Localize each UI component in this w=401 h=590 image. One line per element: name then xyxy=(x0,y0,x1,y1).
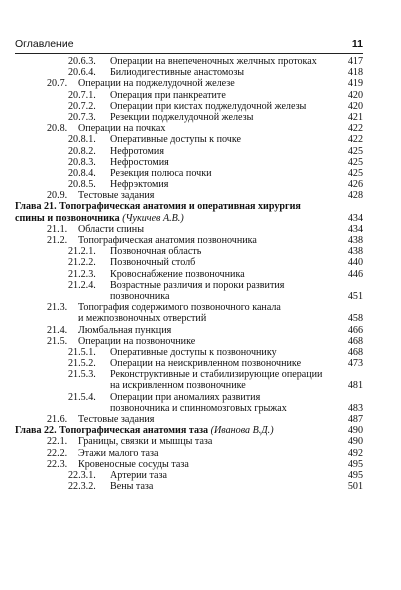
toc-entry-title: Кровоснабжение позвоночника xyxy=(110,268,245,280)
toc-entry xyxy=(15,459,363,470)
toc-entry xyxy=(15,269,363,280)
toc-entry-page: 421 xyxy=(347,111,363,123)
toc-entry-page: 458 xyxy=(347,313,363,325)
toc-entry xyxy=(15,414,363,425)
chapter-heading xyxy=(15,425,363,436)
toc-entry-number: 21.2. xyxy=(47,235,68,246)
toc-entry-title: Топография содержимого позвоночного канала xyxy=(78,302,281,314)
toc-entry xyxy=(15,325,363,336)
toc-entry-number: 21.5.3. xyxy=(68,369,96,381)
toc-entry-number: 21.5. xyxy=(47,335,68,347)
toc-entry-number: 22.3.1. xyxy=(68,469,96,481)
toc-entry-page: 418 xyxy=(347,67,363,79)
toc-entry-page: 425 xyxy=(347,156,363,168)
toc-entry-title: Тестовые задания xyxy=(78,190,155,202)
toc-entry-cont xyxy=(15,403,363,414)
toc-entry-page: 487 xyxy=(347,414,363,425)
toc-entry-title: Кровеносные сосуды таза xyxy=(78,458,189,470)
toc-entry-title: Резекции поджелудочной железы xyxy=(110,111,254,123)
toc-entry-number: 21.5.1. xyxy=(68,346,96,358)
toc-entry-page: 428 xyxy=(347,190,363,202)
toc-entry-title: Резекция полюса почки xyxy=(110,167,212,179)
toc-entry-title: Операции на неискривленном позвоночнике xyxy=(110,358,302,370)
toc-entry-cont xyxy=(15,313,363,324)
toc-entry-number: 20.7.1. xyxy=(68,89,96,101)
toc-entry-number: 22.3. xyxy=(47,458,68,470)
toc-entry-cont xyxy=(15,380,363,391)
toc-entry xyxy=(15,190,363,201)
toc-entry-page: 419 xyxy=(347,78,363,90)
toc-entry-title: Топографическая анатомия позвоночника xyxy=(78,235,257,246)
toc-entry-page: 492 xyxy=(347,447,363,459)
toc-entry xyxy=(15,347,363,358)
toc-entry-page: 483 xyxy=(347,402,363,414)
toc-entry-number: 21.2.2. xyxy=(68,257,96,269)
toc-entry-page: 468 xyxy=(347,346,363,358)
page-number: 11 xyxy=(351,38,363,50)
toc-entry-page: 451 xyxy=(347,290,363,302)
toc-entry xyxy=(15,448,363,459)
chapter-heading-cont xyxy=(15,213,363,224)
toc-entry-number: 21.3. xyxy=(47,302,68,314)
toc-entry-page: 417 xyxy=(347,56,363,67)
toc-entry xyxy=(15,369,363,380)
toc-entry-title: Оперативные доступы к позвоночнику xyxy=(110,346,277,358)
chapter-title-line1: Глава 21. Топографическая анатомия и оперативная хирургия xyxy=(15,201,301,213)
toc-entry xyxy=(15,146,363,157)
toc-entry-title: Операции на поджелудочной железе xyxy=(78,78,235,90)
toc-entry xyxy=(15,336,363,347)
toc-entry-number: 20.8.2. xyxy=(68,145,96,157)
toc-entry-page: 440 xyxy=(347,257,363,269)
toc-entry-number: 20.7.2. xyxy=(68,100,96,112)
toc-entry-title: Операции на почках xyxy=(78,123,166,135)
toc-entry xyxy=(15,112,363,123)
toc-entry-page: 422 xyxy=(347,123,363,135)
toc-entry-page: 446 xyxy=(347,268,363,280)
toc-entry xyxy=(15,78,363,89)
toc-entry-page: 501 xyxy=(347,481,363,493)
toc-entry xyxy=(15,235,363,246)
toc-entry-page: 434 xyxy=(347,212,363,224)
toc-entry-page: 473 xyxy=(347,358,363,370)
toc-entry-number: 20.6.4. xyxy=(68,67,96,79)
toc-entry-number: 21.4. xyxy=(47,324,68,336)
toc-entry-number: 20.6.3. xyxy=(68,56,96,67)
toc-entry-title: Границы, связки и мышцы таза xyxy=(78,436,213,448)
toc-entry-title: Операции при аномалиях развития xyxy=(110,391,261,403)
toc-entry-title-cont: позвоночника xyxy=(110,290,170,302)
toc-entry-title-cont: и межпозвоночных отверстий xyxy=(78,313,207,325)
toc-entry-title: Этажи малого таза xyxy=(78,447,159,459)
toc-entry-number: 20.8. xyxy=(47,123,68,135)
toc-entry-title: Артерии таза xyxy=(110,469,167,481)
toc-entry-number: 20.8.4. xyxy=(68,167,96,179)
toc-entry-page: 420 xyxy=(347,89,363,101)
toc-entry-number: 21.1. xyxy=(47,223,68,235)
toc-entry xyxy=(15,246,363,257)
toc-entry-title: Позвоночный столб xyxy=(110,257,196,269)
toc-entry-number: 21.2.4. xyxy=(68,279,96,291)
toc-entry-title: Операция при панкреатите xyxy=(110,89,226,101)
toc-entry-page: 425 xyxy=(347,145,363,157)
toc-entry-number: 21.2.3. xyxy=(68,268,96,280)
toc-entry-number: 22.1. xyxy=(47,436,68,448)
toc-entry xyxy=(15,280,363,291)
toc-entry-page: 422 xyxy=(347,134,363,146)
toc-entry-number: 21.5.4. xyxy=(68,391,96,403)
toc-entry-title: Операции на внепеченочных желчных протоках xyxy=(110,56,317,67)
toc-entry xyxy=(15,179,363,190)
toc-entry-number: 20.9. xyxy=(47,190,68,202)
toc-entry-number: 21.2.1. xyxy=(68,246,96,258)
toc-entry xyxy=(15,481,363,492)
toc-entry-title: Нефрэктомия xyxy=(110,179,169,191)
chapter-title-line2: спины и позвоночника xyxy=(15,212,120,224)
toc-entry-number: 20.7. xyxy=(47,78,68,90)
toc-entry xyxy=(15,56,363,67)
toc-entry-number: 20.7.3. xyxy=(68,111,96,123)
toc-entry-title-cont: позвоночника и спинномозговых грыжах xyxy=(110,402,287,414)
toc-entry-cont xyxy=(15,291,363,302)
toc-entry-number: 21.5.2. xyxy=(68,358,96,370)
toc-entry-page: 468 xyxy=(347,335,363,347)
toc-entry xyxy=(15,302,363,313)
toc-entry xyxy=(15,358,363,369)
toc-entry-number: 22.2. xyxy=(47,447,68,459)
toc-entry-page: 438 xyxy=(347,246,363,258)
toc-entry-title: Позвоночная область xyxy=(110,246,202,258)
toc-entry-title: Операции при кистах поджелудочной железы xyxy=(110,100,307,112)
toc-entry xyxy=(15,67,363,78)
toc-entry-number: 21.6. xyxy=(47,414,68,425)
toc-entry-page: 434 xyxy=(347,223,363,235)
toc-entry-number: 20.8.3. xyxy=(68,156,96,168)
toc-entry-title: Операции на позвоночнике xyxy=(78,335,196,347)
toc-entry xyxy=(15,168,363,179)
section-title: Оглавление xyxy=(15,38,74,50)
toc-entry xyxy=(15,257,363,268)
toc-entry-title: Люмбальная пункция xyxy=(78,324,172,336)
toc-entry xyxy=(15,436,363,447)
toc-entry-title: Возрастные различия и пороки развития xyxy=(110,279,285,291)
table-of-contents xyxy=(15,56,363,492)
running-header xyxy=(15,38,363,54)
toc-entry-title: Вены таза xyxy=(110,481,154,493)
toc-entry-number: 20.8.1. xyxy=(68,134,96,146)
chapter-author: (Чукичев А.В.) xyxy=(122,212,184,224)
toc-entry-title: Нефротомия xyxy=(110,145,164,157)
toc-entry xyxy=(15,157,363,168)
chapter-heading xyxy=(15,201,363,212)
toc-entry-title: Билиодигестивные анастомозы xyxy=(110,67,245,79)
toc-entry-title-cont: на искривленном позвоночнике xyxy=(110,380,246,392)
toc-entry xyxy=(15,101,363,112)
chapter-author: (Иванова В.Д.) xyxy=(210,425,274,437)
header-rule xyxy=(15,53,363,54)
toc-entry xyxy=(15,90,363,101)
toc-entry-page: 420 xyxy=(347,100,363,112)
toc-entry-number: 22.3.2. xyxy=(68,481,96,493)
toc-entry-title: Области спины xyxy=(78,223,144,235)
toc-entry xyxy=(15,134,363,145)
toc-entry-page: 426 xyxy=(347,179,363,191)
toc-entry-page: 495 xyxy=(347,469,363,481)
chapter-title-line1: Глава 22. Топографическая анатомия таза xyxy=(15,425,209,437)
toc-entry-page: 438 xyxy=(347,235,363,246)
toc-entry xyxy=(15,123,363,134)
toc-entry xyxy=(15,224,363,235)
toc-entry-number: 20.8.5. xyxy=(68,179,96,191)
toc-entry-title: Реконструктивные и стабилизирующие операции xyxy=(110,369,323,381)
toc-entry-title: Тестовые задания xyxy=(78,414,155,425)
toc-entry xyxy=(15,470,363,481)
toc-entry-page: 490 xyxy=(347,436,363,448)
toc-entry-page: 466 xyxy=(347,324,363,336)
toc-entry-page: 425 xyxy=(347,167,363,179)
toc-entry xyxy=(15,392,363,403)
toc-entry-title: Оперативные доступы к почке xyxy=(110,134,241,146)
toc-entry-page: 490 xyxy=(347,425,363,437)
toc-entry-title: Нефростомия xyxy=(110,156,169,168)
toc-entry-page: 481 xyxy=(347,380,363,392)
toc-entry-page: 495 xyxy=(347,458,363,470)
